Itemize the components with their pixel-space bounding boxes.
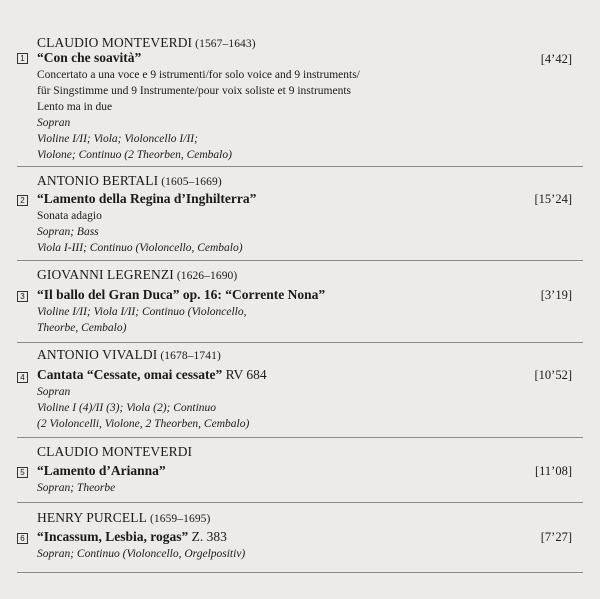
- performers-line: Sopran: [37, 117, 71, 129]
- performers-line: Sopran: [37, 386, 71, 398]
- divider: [17, 437, 583, 438]
- performers-line: Viola I-III; Continuo (Violoncello, Cembalo): [37, 242, 243, 254]
- track-duration: [4’42]: [540, 52, 572, 66]
- track-number-box: 5: [17, 467, 28, 478]
- track-number-box: 2: [17, 195, 28, 206]
- performers-line: Theorbe, Cembalo): [37, 322, 127, 334]
- performers-line: Violone; Continuo (2 Theorben, Cembalo): [37, 149, 232, 161]
- track-title: [37, 50, 141, 66]
- track-title-text: “Incassum, Lesbia, rogas”: [37, 529, 189, 544]
- track-title-text: “Con che soavità”: [37, 50, 142, 65]
- performers-line: Violine I/II; Viola I/II; Continuo (Violoncello,: [37, 306, 247, 318]
- track-title-text: Cantata “Cessate, omai cessate”: [37, 367, 223, 382]
- catalog-number: RV 684: [225, 367, 267, 382]
- track-number-box: 1: [17, 53, 28, 64]
- catalog-number: Z. 383: [191, 529, 227, 544]
- track-duration: [3’19]: [540, 288, 572, 302]
- divider: [17, 572, 583, 573]
- composer-dates: (1659–1695): [149, 513, 211, 525]
- composer-name: [37, 267, 237, 283]
- description-line: Sonata adagio: [37, 210, 102, 222]
- divider: [17, 166, 583, 167]
- description-line: Concertato a una voce e 9 istrumenti/for solo voice and 9 instruments/: [37, 69, 360, 81]
- performers-line: (2 Violoncelli, Violone, 2 Theorben, Cembalo): [37, 418, 250, 430]
- composer-name: [37, 510, 210, 526]
- composer-name: [37, 173, 222, 189]
- track-title: [37, 191, 256, 207]
- track-duration: [10’52]: [534, 368, 572, 382]
- composer-label: CLAUDIO MONTEVERDI: [37, 35, 193, 50]
- composer-dates: (1678–1741): [160, 350, 221, 362]
- performers-line: Violine I/II; Viola; Violoncello I/II;: [37, 133, 198, 145]
- track-duration: [11’08]: [534, 464, 572, 478]
- composer-label: CLAUDIO MONTEVERDI: [37, 444, 193, 459]
- divider: [17, 342, 583, 343]
- composer-name: [37, 444, 192, 460]
- composer-dates: (1626–1690): [176, 270, 238, 282]
- composer-label: ANTONIO BERTALI: [37, 173, 159, 188]
- performers-line: Sopran; Continuo (Violoncello, Orgelpositiv): [37, 548, 246, 560]
- composer-name: [37, 35, 256, 51]
- track-number-box: 3: [17, 291, 28, 302]
- track-title: [37, 367, 267, 383]
- track-duration: [15’24]: [534, 192, 572, 206]
- track-title: [37, 529, 227, 545]
- composer-dates: (1567–1643): [195, 38, 256, 50]
- track-duration: [7’27]: [540, 530, 572, 544]
- composer-label: ANTONIO VIVALDI: [37, 347, 158, 362]
- track-title-text: “Lamento della Regina d’Inghilterra”: [37, 191, 257, 206]
- track-title: [37, 287, 325, 303]
- divider: [17, 502, 583, 503]
- composer-dates: (1605–1669): [161, 176, 222, 188]
- description-line: Lento ma in due: [37, 101, 113, 113]
- track-title-text: “Lamento d’Arianna”: [37, 463, 166, 478]
- composer-label: GIOVANNI LEGRENZI: [37, 267, 174, 282]
- track-number-box: 4: [17, 372, 28, 383]
- composer-name: [37, 347, 221, 363]
- track-title: [37, 463, 166, 479]
- performers-line: Violine I (4)/II (3); Viola (2); Continuo: [37, 402, 217, 414]
- description-line: für Singstimme und 9 Instrumente/pour voix soliste et 9 instruments: [37, 85, 351, 97]
- track-title-text: “Il ballo del Gran Duca” op. 16: “Corrente Nona”: [37, 287, 326, 302]
- performers-line: Sopran; Bass: [37, 226, 99, 238]
- divider: [17, 260, 583, 261]
- performers-line: Sopran; Theorbe: [37, 482, 116, 494]
- composer-label: HENRY PURCELL: [37, 510, 147, 525]
- track-number-box: 6: [17, 533, 28, 544]
